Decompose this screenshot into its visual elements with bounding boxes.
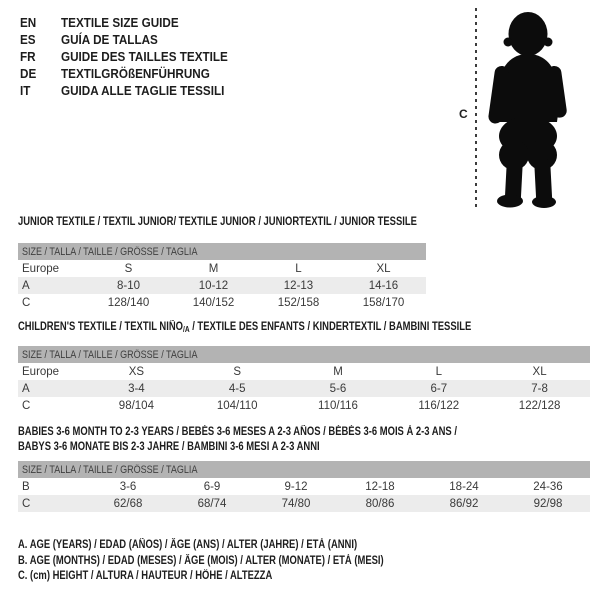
value-cell: 68/74 xyxy=(170,495,254,512)
language-row xyxy=(20,49,246,66)
row-label-cell: Europe xyxy=(22,365,60,378)
footnote-line xyxy=(18,554,464,570)
value-cell: 152/158 xyxy=(277,296,320,309)
height-dashed-line xyxy=(475,8,477,209)
row-label-cell: C xyxy=(22,399,31,412)
table-row xyxy=(18,495,590,512)
heading-text: BABIES 3-6 MONTH TO 2-3 YEARS / BEBÉS 3-6 MESES A 2-3 AÑOS / BÉBÉS 3-6 MOIS À 2-3 ANS / xyxy=(18,426,457,438)
value-cell: 6-9 xyxy=(203,480,221,493)
value-cell: 86/92 xyxy=(422,495,506,512)
footnote-text: C. (cm) HEIGHT / ALTURA / HAUTEUR / HÖHE / ALTEZZA xyxy=(18,570,273,582)
value-cell: 24-36 xyxy=(533,480,563,493)
language-title: GUIDE DES TAILLES TEXTILE xyxy=(61,49,228,64)
value-cell: L xyxy=(435,365,442,378)
value-cell: 7-8 xyxy=(489,380,590,397)
value-cell: 4-5 xyxy=(187,380,288,397)
value-cell: 3-6 xyxy=(119,480,137,493)
footnote-line xyxy=(18,569,464,585)
language-list xyxy=(20,15,246,100)
heading-text: CHILDREN'S TEXTILE / TEXTIL $NIÑO_{/A}$ / TEXTILE DES ENFANTS / KINDERTEXTIL / BAMBINI TESSILE xyxy=(18,321,472,334)
row-label-cell: A xyxy=(18,277,86,294)
value-cell: 8-10 xyxy=(86,277,171,294)
value-cell: 6-7 xyxy=(388,380,489,397)
heading-line xyxy=(18,440,553,455)
row-label-cell: C xyxy=(18,495,86,512)
value-cell: 98/104 xyxy=(118,399,154,412)
value-cell: 10-12 xyxy=(171,277,256,294)
footnote-text: B. AGE (MONTHS) / EDAD (MESES) / ÂGE (MOIS) / ALTER (MONATE) / ETÀ (MESI) xyxy=(18,554,384,567)
footnote-text: A. AGE (YEARS) / EDAD (AÑOS) / ÂGE (ANS) / ALTER (JAHRE) / ETÀ (ANNI) xyxy=(18,539,358,551)
value-cell: 128/140 xyxy=(107,296,150,309)
value-cell: S xyxy=(233,365,242,378)
size-header-cell xyxy=(18,461,590,478)
table-row xyxy=(18,294,426,311)
language-title: TEXTILGRÖßENFÜHRUNG xyxy=(61,66,210,81)
language-row xyxy=(20,32,246,49)
language-code: IT xyxy=(20,83,31,98)
value-cell: 110/116 xyxy=(318,399,358,412)
language-row xyxy=(20,15,246,32)
value-cell: 104/110 xyxy=(216,399,258,412)
value-cell: 158/170 xyxy=(362,296,405,309)
value-cell: 14-16 xyxy=(341,277,426,294)
size-header-text: SIZE / TALLA / TAILLE / GRÖSSE / TAGLIA xyxy=(22,463,198,476)
babies-section-heading xyxy=(18,425,553,455)
row-label-cell: C xyxy=(22,296,31,309)
language-code: FR xyxy=(20,49,36,64)
value-cell: 3-4 xyxy=(86,380,187,397)
size-header-row xyxy=(18,461,590,478)
value-cell: 140/152 xyxy=(192,296,235,309)
row-label-cell: A xyxy=(18,380,86,397)
value-cell: 12-18 xyxy=(365,480,395,493)
heading-line xyxy=(18,320,571,337)
size-header-row xyxy=(18,243,426,260)
table-row xyxy=(18,397,590,414)
language-title: TEXTILE SIZE GUIDE xyxy=(61,15,179,30)
value-cell: L xyxy=(295,262,302,275)
size-header-row xyxy=(18,346,590,363)
table-row xyxy=(18,260,426,277)
value-cell: 5-6 xyxy=(288,380,389,397)
footnotes xyxy=(18,538,464,585)
heading-subscript: /A xyxy=(183,325,190,334)
value-cell: 122/128 xyxy=(518,399,561,412)
heading-line xyxy=(18,215,504,230)
language-title: GUIDA ALLE TAGLIE TESSILI xyxy=(61,83,225,98)
value-cell: XS xyxy=(128,365,145,378)
value-cell: XL xyxy=(532,365,547,378)
value-cell: 74/80 xyxy=(254,495,338,512)
table-row xyxy=(18,380,590,397)
language-row xyxy=(20,83,246,100)
babies-size-table xyxy=(18,461,590,512)
language-title: GUÍA DE TALLAS xyxy=(61,32,158,47)
size-header-cell xyxy=(18,346,590,363)
size-header-text: SIZE / TALLA / TAILLE / GRÖSSE / TAGLIA xyxy=(22,348,198,361)
table-row xyxy=(18,363,590,380)
value-cell: 92/98 xyxy=(506,495,590,512)
heading-line xyxy=(18,425,553,440)
value-cell: 62/68 xyxy=(86,495,170,512)
junior-size-table xyxy=(18,243,426,311)
value-cell: 80/86 xyxy=(338,495,422,512)
value-cell: M xyxy=(208,262,219,275)
value-cell: M xyxy=(333,365,343,378)
language-row xyxy=(20,66,246,83)
value-cell: 9-12 xyxy=(284,480,308,493)
footnote-line xyxy=(18,538,464,554)
value-cell: S xyxy=(124,262,133,275)
children-size-table xyxy=(18,346,590,414)
heading-text: BABYS 3-6 MONATE BIS 2-3 JAHRE / BAMBINI 3-6 MESI A 2-3 ANNI xyxy=(18,441,320,453)
value-cell: 12-13 xyxy=(256,277,341,294)
baby-silhouette-icon xyxy=(483,8,573,209)
height-measure-label: C xyxy=(459,107,468,121)
value-cell: 18-24 xyxy=(449,480,479,493)
table-row xyxy=(18,478,590,495)
size-header-cell xyxy=(18,243,426,260)
row-label-cell: Europe xyxy=(22,262,60,275)
children-section-heading xyxy=(18,320,571,337)
language-code: ES xyxy=(20,32,36,47)
value-cell: 116/122 xyxy=(418,399,460,412)
row-label-cell: B xyxy=(22,480,30,493)
size-header-text: SIZE / TALLA / TAILLE / GRÖSSE / TAGLIA xyxy=(22,245,198,258)
junior-section-heading xyxy=(18,215,504,230)
heading-text: JUNIOR TEXTILE / TEXTIL JUNIOR/ TEXTILE JUNIOR / JUNIORTEXTIL / JUNIOR TESSILE xyxy=(18,216,417,228)
table-row xyxy=(18,277,426,294)
value-cell: XL xyxy=(376,262,391,275)
language-code: DE xyxy=(20,66,37,81)
language-code: EN xyxy=(20,15,37,30)
